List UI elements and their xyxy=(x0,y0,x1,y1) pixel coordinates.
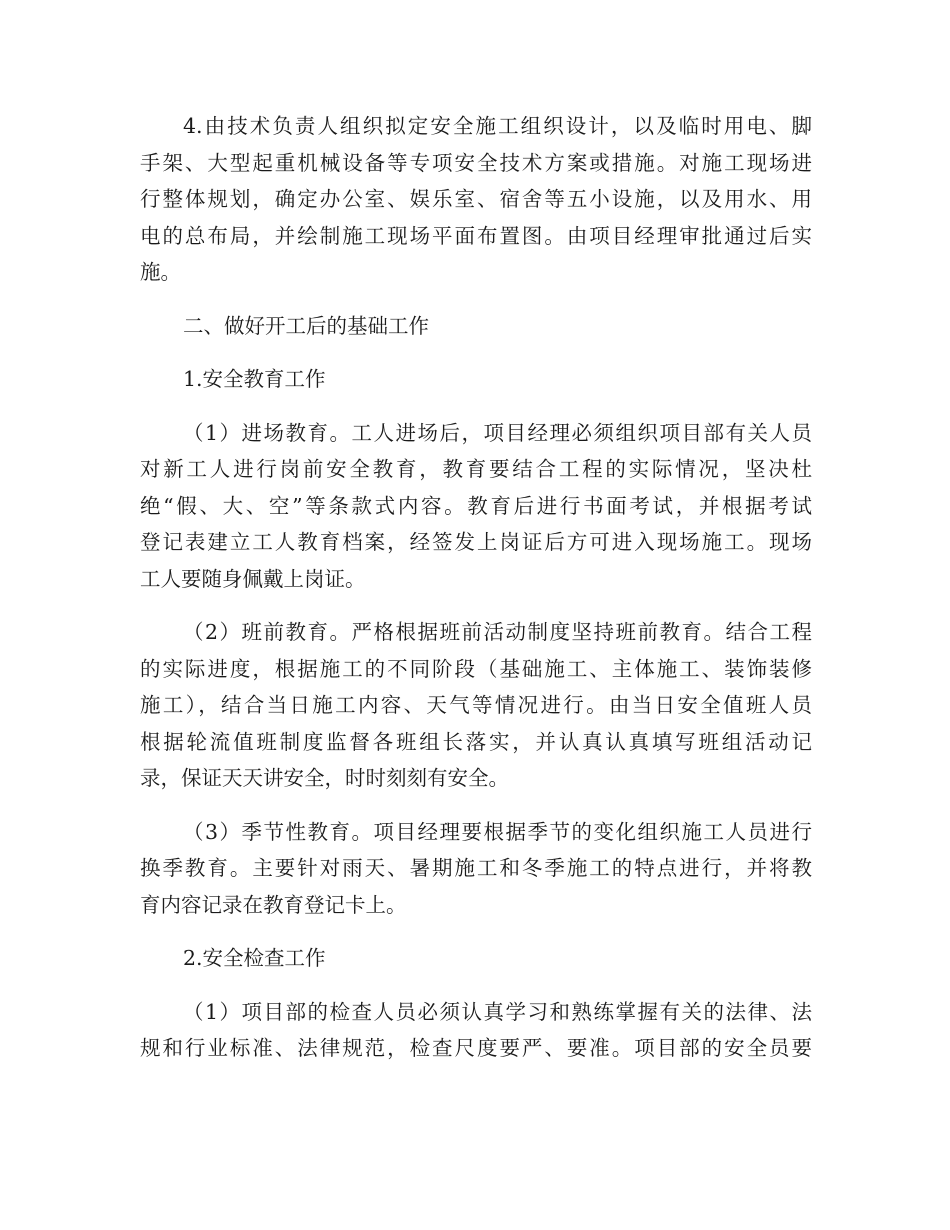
text-line: 4.由技术负责人组织拟定安全施工组织设计，以及临时用电、脚 xyxy=(183,114,812,138)
text-line: 换季教育。主要针对雨天、暑期施工和冬季施工的特点进行，并将教 xyxy=(140,856,812,880)
paragraph-entry-education xyxy=(140,415,812,598)
text-line: （3）季节性教育。项目经理要根据季节的变化组织施工人员进行 xyxy=(183,819,812,844)
text-line: （1）进场教育。工人进场后，项目经理必须组织项目部有关人员 xyxy=(183,420,812,445)
text-line: 对新工人进行岗前安全教育，教育要结合工程的实际情况，坚决杜 xyxy=(140,457,812,481)
text-line: （2）班前教育。严格根据班前活动制度坚持班前教育。结合工程 xyxy=(183,620,812,644)
text-line: 育内容记录在教育登记卡上。 xyxy=(140,892,407,917)
paragraph-seasonal-education xyxy=(140,814,812,924)
text-line: 根据轮流值班制度监督各班组长落实，并认真认真填写班组活动记 xyxy=(140,729,812,754)
text-line: 施。 xyxy=(140,260,181,284)
document-body xyxy=(140,108,812,1067)
text-line: 施工），结合当日施工内容、天气等情况进行。由当日安全值班人员 xyxy=(140,693,812,717)
text-line: 行整体规划，确定办公室、娱乐室、宿舍等五小设施，以及用水、用 xyxy=(140,187,812,211)
section-heading: 二、做好开工后的基础工作 xyxy=(183,313,429,338)
text-line: 规和行业标准、法律规范，检查尺度要严、要准。项目部的安全员要 xyxy=(140,1036,812,1060)
subsection-heading-safety-inspection: 2.安全检查工作 xyxy=(183,946,326,970)
text-line: 绝“假、大、空”等条款式内容。教育后进行书面考试，并根据考试 xyxy=(140,493,812,518)
paragraph-inspection-staff xyxy=(140,994,812,1067)
text-line: 手架、大型起重机械设备等专项安全技术方案或措施。对施工现场进 xyxy=(140,150,812,175)
text-line: 电的总布局，并绘制施工现场平面布置图。由项目经理审批通过后实 xyxy=(140,223,812,248)
paragraph-item-4 xyxy=(140,108,812,291)
text-line: 录，保证天天讲安全，时时刻刻有安全。 xyxy=(140,766,509,790)
text-line: 工人要随身佩戴上岗证。 xyxy=(140,566,366,591)
text-line: 登记表建立工人教育档案，经签发上岗证后方可进入现场施工。现场 xyxy=(140,530,812,554)
paragraph-pre-shift-education xyxy=(140,614,812,797)
text-line: 的实际进度，根据施工的不同阶段（基础施工、主体施工、装饰装修 xyxy=(140,656,812,681)
text-line: （1）项目部的检查人员必须认真学习和熟练掌握有关的法律、法 xyxy=(183,999,812,1024)
subsection-heading-safety-education: 1.安全教育工作 xyxy=(183,367,326,391)
